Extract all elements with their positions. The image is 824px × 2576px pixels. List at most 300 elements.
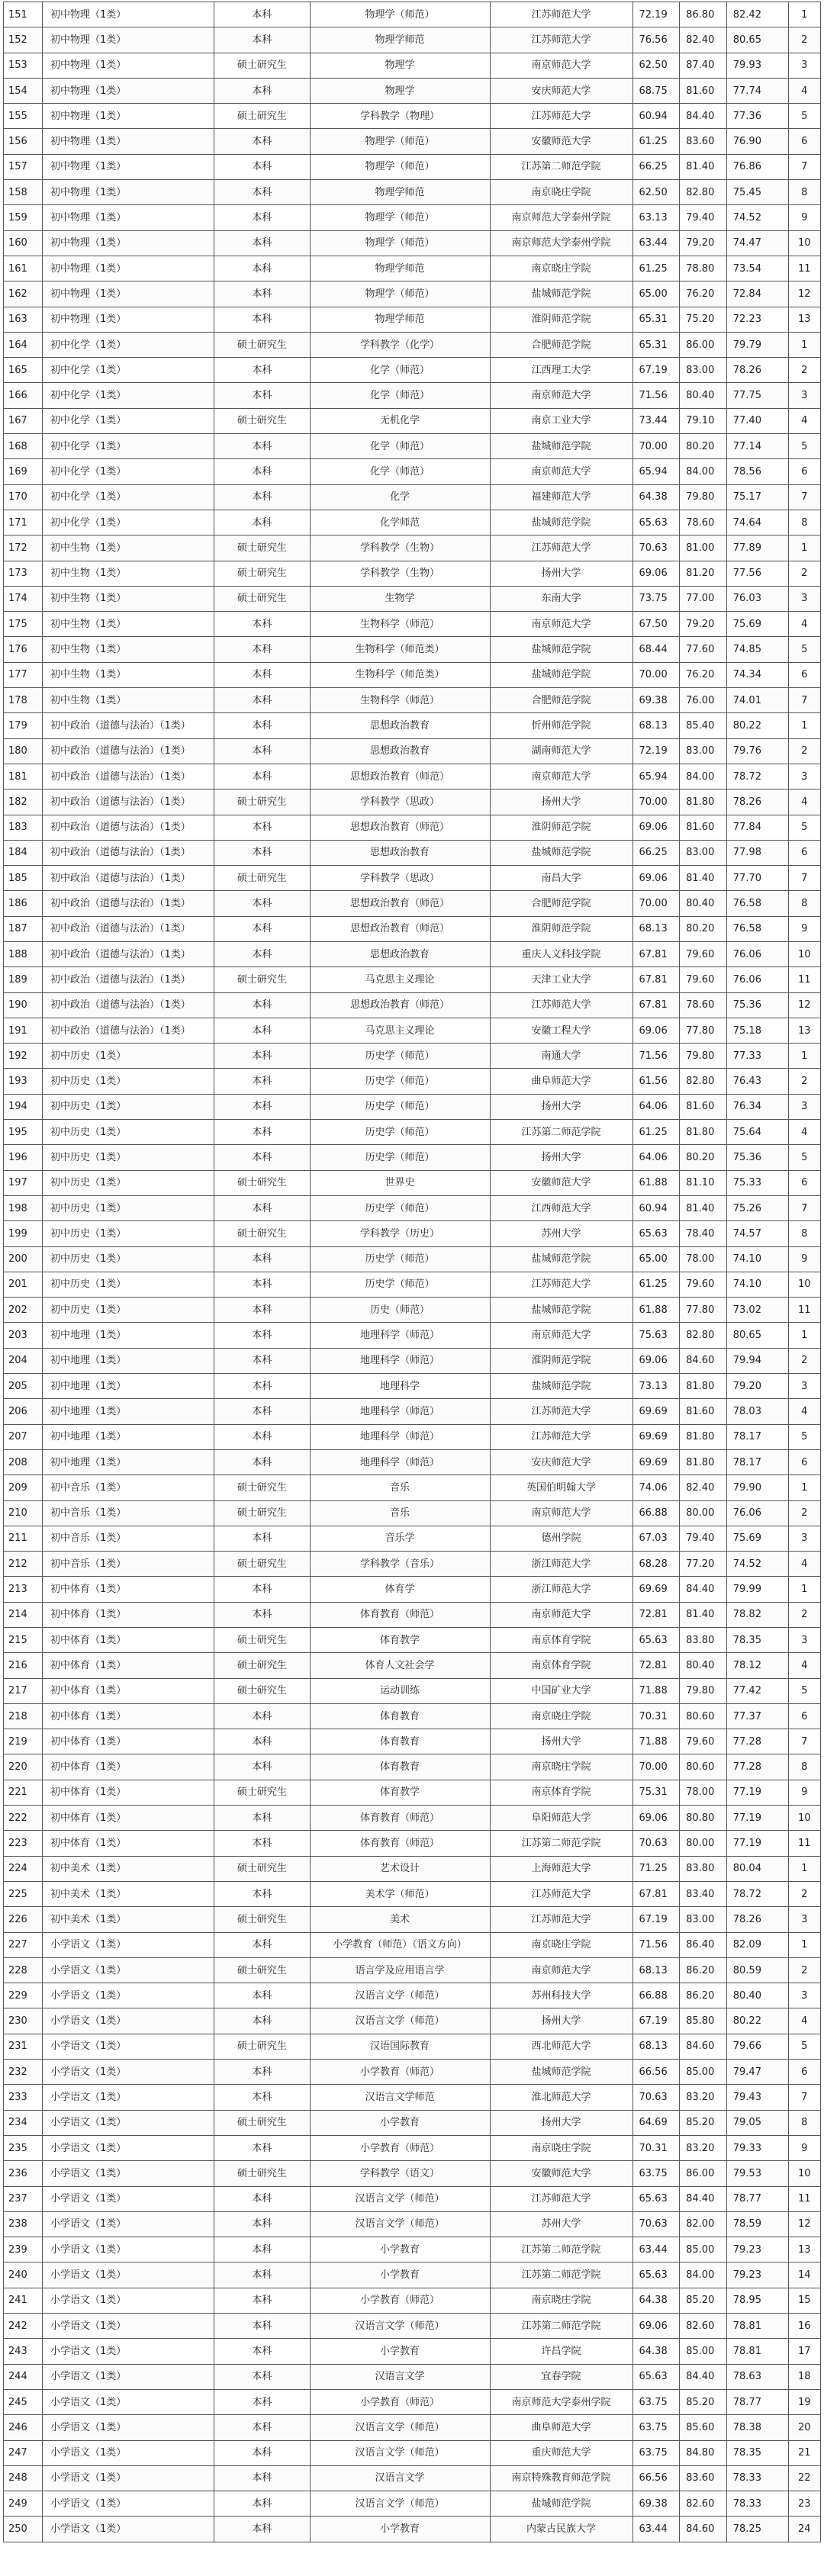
table-row	[4, 27, 821, 53]
major-cell: 地理科学（师范）	[310, 1323, 490, 1348]
major-cell: 历史学（师范）	[310, 1195, 490, 1220]
education-cell: 本科	[214, 1120, 310, 1145]
rank-cell: 7	[788, 1195, 821, 1220]
written-score-cell: 60.94	[632, 104, 680, 129]
school-cell: 江苏师范大学	[490, 1881, 632, 1906]
table-row	[4, 1653, 821, 1678]
major-cell: 思想政治教育	[310, 738, 490, 764]
major-cell: 体育教育（师范）	[310, 1806, 490, 1831]
education-cell: 本科	[214, 2364, 310, 2389]
table-row	[4, 2364, 821, 2389]
written-score-cell: 70.00	[632, 662, 680, 687]
table-row	[4, 2339, 821, 2364]
total-score-cell: 75.33	[726, 1170, 788, 1195]
school-cell: 盐城师范学院	[490, 2491, 632, 2517]
school-cell: 盐城师范学院	[490, 2060, 632, 2085]
major-cell: 小学教育	[310, 2517, 490, 2542]
major-cell: 体育学	[310, 1577, 490, 1602]
subject-cell: 小学语文（1类）	[43, 2389, 214, 2414]
written-score-cell: 63.75	[632, 2161, 680, 2186]
total-score-cell: 73.02	[726, 1298, 788, 1323]
education-cell: 本科	[214, 2517, 310, 2542]
rank-cell: 7	[788, 866, 821, 891]
total-score-cell: 77.42	[726, 1678, 788, 1703]
table-row	[4, 1577, 821, 1602]
rank-cell: 3	[788, 764, 821, 789]
results-table	[3, 2, 821, 2542]
interview-score-cell: 86.00	[680, 2161, 727, 2186]
education-cell: 本科	[214, 307, 310, 332]
written-score-cell: 72.81	[632, 1602, 680, 1627]
interview-score-cell: 84.60	[680, 2034, 727, 2059]
rank-cell: 5	[788, 637, 821, 662]
row-index: 169	[4, 459, 43, 484]
major-cell: 体育人文社会学	[310, 1653, 490, 1678]
education-cell: 硕士研究生	[214, 1653, 310, 1678]
row-index: 155	[4, 104, 43, 129]
row-index: 156	[4, 129, 43, 154]
interview-score-cell: 83.80	[680, 1628, 727, 1653]
subject-cell: 小学语文（1类）	[43, 2314, 214, 2339]
table-row	[4, 230, 821, 256]
education-cell: 本科	[214, 2389, 310, 2414]
rank-cell: 22	[788, 2465, 821, 2491]
subject-cell: 初中地理（1类）	[43, 1348, 214, 1373]
interview-score-cell: 84.40	[680, 104, 727, 129]
interview-score-cell: 81.80	[680, 1449, 727, 1475]
total-score-cell: 78.26	[726, 790, 788, 815]
written-score-cell: 67.50	[632, 612, 680, 637]
row-index: 235	[4, 2135, 43, 2160]
education-cell: 本科	[214, 1348, 310, 1373]
total-score-cell: 76.06	[726, 1500, 788, 1526]
written-score-cell: 67.19	[632, 2008, 680, 2034]
school-cell: 南京师范大学泰州学院	[490, 2389, 632, 2414]
table-row	[4, 332, 821, 357]
school-cell: 南京师范大学	[490, 1957, 632, 1983]
total-score-cell: 78.82	[726, 1602, 788, 1627]
table-row	[4, 941, 821, 966]
total-score-cell: 76.06	[726, 941, 788, 966]
written-score-cell: 63.75	[632, 2440, 680, 2465]
interview-score-cell: 84.60	[680, 2517, 727, 2542]
row-index: 160	[4, 230, 43, 256]
row-index: 173	[4, 561, 43, 586]
school-cell: 南京体育学院	[490, 1653, 632, 1678]
total-score-cell: 78.35	[726, 2440, 788, 2465]
rank-cell: 4	[788, 612, 821, 637]
rank-cell: 3	[788, 1983, 821, 2008]
education-cell: 本科	[214, 2008, 310, 2034]
rank-cell: 6	[788, 459, 821, 484]
major-cell: 物理学（师范）	[310, 129, 490, 154]
written-score-cell: 63.44	[632, 2237, 680, 2262]
subject-cell: 初中政治（道德与法治）（1类）	[43, 815, 214, 840]
written-score-cell: 68.28	[632, 1552, 680, 1577]
major-cell: 小学教育（师范）（语文方向）	[310, 1932, 490, 1957]
major-cell: 汉语言文学（师范）	[310, 2440, 490, 2465]
table-row	[4, 78, 821, 103]
education-cell: 本科	[214, 281, 310, 307]
total-score-cell: 77.75	[726, 383, 788, 408]
written-score-cell: 65.94	[632, 764, 680, 789]
education-cell: 本科	[214, 256, 310, 281]
written-score-cell: 64.06	[632, 1145, 680, 1170]
rank-cell: 1	[788, 332, 821, 357]
rank-cell: 4	[788, 790, 821, 815]
school-cell: 扬州大学	[490, 561, 632, 586]
interview-score-cell: 85.40	[680, 713, 727, 738]
school-cell: 江苏师范大学	[490, 1907, 632, 1932]
rank-cell: 1	[788, 1577, 821, 1602]
interview-score-cell: 81.60	[680, 78, 727, 103]
subject-cell: 初中物理（1类）	[43, 2, 214, 27]
written-score-cell: 65.63	[632, 1628, 680, 1653]
major-cell: 历史学（师范）	[310, 1069, 490, 1094]
written-score-cell: 70.00	[632, 790, 680, 815]
total-score-cell: 74.01	[726, 688, 788, 713]
interview-score-cell: 77.00	[680, 586, 727, 611]
rank-cell: 20	[788, 2415, 821, 2440]
subject-cell: 小学语文（1类）	[43, 2262, 214, 2288]
school-cell: 南京晓庄学院	[490, 256, 632, 281]
total-score-cell: 80.65	[726, 1323, 788, 1348]
subject-cell: 初中政治（道德与法治）（1类）	[43, 992, 214, 1018]
row-index: 154	[4, 78, 43, 103]
education-cell: 本科	[214, 1577, 310, 1602]
table-row	[4, 561, 821, 586]
major-cell: 小学教育（师范）	[310, 2060, 490, 2085]
total-score-cell: 78.26	[726, 1907, 788, 1932]
row-index: 227	[4, 1932, 43, 1957]
major-cell: 汉语言文学（师范）	[310, 2008, 490, 2034]
total-score-cell: 75.69	[726, 1526, 788, 1551]
total-score-cell: 77.98	[726, 840, 788, 865]
row-index: 241	[4, 2288, 43, 2313]
major-cell: 音乐	[310, 1475, 490, 1500]
school-cell: 安庆师范大学	[490, 1449, 632, 1475]
row-index: 218	[4, 1703, 43, 1729]
row-index: 205	[4, 1374, 43, 1399]
written-score-cell: 61.25	[632, 129, 680, 154]
interview-score-cell: 79.10	[680, 408, 727, 433]
table-row	[4, 1780, 821, 1805]
interview-score-cell: 86.20	[680, 1957, 727, 1983]
table-row	[4, 1044, 821, 1069]
major-cell: 小学教育	[310, 2339, 490, 2364]
total-score-cell: 77.14	[726, 434, 788, 459]
interview-score-cell: 81.60	[680, 1094, 727, 1119]
table-row	[4, 104, 821, 129]
school-cell: 天津工业大学	[490, 967, 632, 992]
education-cell: 本科	[214, 2186, 310, 2211]
written-score-cell: 69.06	[632, 815, 680, 840]
school-cell: 浙江师范大学	[490, 1552, 632, 1577]
rank-cell: 8	[788, 1754, 821, 1780]
education-cell: 本科	[214, 180, 310, 205]
major-cell: 体育教育（师范）	[310, 1602, 490, 1627]
row-index: 175	[4, 612, 43, 637]
school-cell: 江苏第二师范学院	[490, 2262, 632, 2288]
total-score-cell: 74.10	[726, 1272, 788, 1297]
education-cell: 本科	[214, 2085, 310, 2110]
major-cell: 物理学（师范）	[310, 2, 490, 27]
written-score-cell: 63.44	[632, 230, 680, 256]
row-index: 206	[4, 1399, 43, 1424]
written-score-cell: 66.88	[632, 1983, 680, 2008]
subject-cell: 初中生物（1类）	[43, 637, 214, 662]
subject-cell: 初中美术（1类）	[43, 1907, 214, 1932]
interview-score-cell: 77.80	[680, 1018, 727, 1043]
school-cell: 淮北师范大学	[490, 2085, 632, 2110]
total-score-cell: 77.28	[726, 1754, 788, 1780]
school-cell: 扬州大学	[490, 1145, 632, 1170]
interview-score-cell: 78.00	[680, 1246, 727, 1272]
interview-score-cell: 83.80	[680, 1856, 727, 1881]
education-cell: 本科	[214, 1932, 310, 1957]
school-cell: 南京师范大学	[490, 53, 632, 78]
major-cell: 学科教学（语文）	[310, 2161, 490, 2186]
subject-cell: 初中体育（1类）	[43, 1729, 214, 1754]
education-cell: 本科	[214, 2491, 310, 2517]
school-cell: 盐城师范学院	[490, 1246, 632, 1272]
education-cell: 硕士研究生	[214, 1780, 310, 1805]
row-index: 171	[4, 510, 43, 535]
education-cell: 本科	[214, 1399, 310, 1424]
subject-cell: 初中体育（1类）	[43, 1628, 214, 1653]
table-row	[4, 2465, 821, 2491]
subject-cell: 初中物理（1类）	[43, 129, 214, 154]
school-cell: 南京特殊教育师范学院	[490, 2465, 632, 2491]
rank-cell: 1	[788, 1475, 821, 1500]
education-cell: 本科	[214, 1272, 310, 1297]
written-score-cell: 66.25	[632, 840, 680, 865]
written-score-cell: 67.81	[632, 941, 680, 966]
subject-cell: 小学语文（1类）	[43, 2237, 214, 2262]
education-cell: 本科	[214, 484, 310, 510]
subject-cell: 初中地理（1类）	[43, 1374, 214, 1399]
table-row	[4, 2517, 821, 2542]
written-score-cell: 63.13	[632, 205, 680, 230]
interview-score-cell: 85.20	[680, 2389, 727, 2414]
major-cell: 化学师范	[310, 510, 490, 535]
subject-cell: 小学语文（1类）	[43, 2161, 214, 2186]
table-row	[4, 2110, 821, 2135]
total-score-cell: 79.79	[726, 332, 788, 357]
interview-score-cell: 87.40	[680, 53, 727, 78]
school-cell: 曲阜师范大学	[490, 2415, 632, 2440]
rank-cell: 1	[788, 1856, 821, 1881]
interview-score-cell: 82.80	[680, 1323, 727, 1348]
table-row	[4, 2161, 821, 2186]
education-cell: 本科	[214, 840, 310, 865]
school-cell: 江苏师范大学	[490, 1399, 632, 1424]
education-cell: 硕士研究生	[214, 967, 310, 992]
total-score-cell: 75.36	[726, 992, 788, 1018]
rank-cell: 7	[788, 1729, 821, 1754]
subject-cell: 初中物理（1类）	[43, 256, 214, 281]
education-cell: 硕士研究生	[214, 1907, 310, 1932]
table-row	[4, 434, 821, 459]
interview-score-cell: 85.00	[680, 2060, 727, 2085]
rank-cell: 8	[788, 180, 821, 205]
total-score-cell: 75.18	[726, 1018, 788, 1043]
row-index: 222	[4, 1806, 43, 1831]
education-cell: 本科	[214, 2314, 310, 2339]
education-cell: 本科	[214, 891, 310, 916]
total-score-cell: 74.47	[726, 230, 788, 256]
school-cell: 南京师范大学	[490, 612, 632, 637]
table-row	[4, 1856, 821, 1881]
written-score-cell: 61.88	[632, 1170, 680, 1195]
school-cell: 湖南师范大学	[490, 738, 632, 764]
major-cell: 艺术设计	[310, 1856, 490, 1881]
school-cell: 西北师范大学	[490, 2034, 632, 2059]
table-row	[4, 459, 821, 484]
written-score-cell: 64.38	[632, 2288, 680, 2313]
subject-cell: 初中政治（道德与法治）（1类）	[43, 764, 214, 789]
subject-cell: 初中体育（1类）	[43, 1831, 214, 1856]
total-score-cell: 77.37	[726, 1703, 788, 1729]
rank-cell: 23	[788, 2491, 821, 2517]
rank-cell: 8	[788, 891, 821, 916]
total-score-cell: 77.36	[726, 104, 788, 129]
interview-score-cell: 80.80	[680, 1806, 727, 1831]
written-score-cell: 68.13	[632, 916, 680, 941]
subject-cell: 初中物理（1类）	[43, 307, 214, 332]
total-score-cell: 79.23	[726, 2237, 788, 2262]
written-score-cell: 64.06	[632, 1094, 680, 1119]
education-cell: 本科	[214, 1018, 310, 1043]
row-index: 159	[4, 205, 43, 230]
major-cell: 地理科学（师范）	[310, 1399, 490, 1424]
education-cell: 本科	[214, 2211, 310, 2237]
rank-cell: 2	[788, 1348, 821, 1373]
total-score-cell: 80.40	[726, 1983, 788, 2008]
subject-cell: 初中物理（1类）	[43, 230, 214, 256]
major-cell: 物理学（师范）	[310, 154, 490, 179]
total-score-cell: 76.58	[726, 916, 788, 941]
row-index: 161	[4, 256, 43, 281]
major-cell: 生物科学（师范）	[310, 612, 490, 637]
subject-cell: 初中政治（道德与法治）（1类）	[43, 1018, 214, 1043]
major-cell: 学科教学（生物）	[310, 561, 490, 586]
table-row	[4, 992, 821, 1018]
school-cell: 盐城师范学院	[490, 1374, 632, 1399]
interview-score-cell: 81.60	[680, 815, 727, 840]
row-index: 194	[4, 1094, 43, 1119]
school-cell: 上海师范大学	[490, 1856, 632, 1881]
table-body	[4, 2, 821, 2542]
rank-cell: 21	[788, 2440, 821, 2465]
row-index: 183	[4, 815, 43, 840]
rank-cell: 3	[788, 1907, 821, 1932]
table-row	[4, 205, 821, 230]
rank-cell: 2	[788, 1500, 821, 1526]
rank-cell: 6	[788, 1170, 821, 1195]
rank-cell: 9	[788, 916, 821, 941]
major-cell: 物理学师范	[310, 180, 490, 205]
major-cell: 小学教育（师范）	[310, 2288, 490, 2313]
education-cell: 本科	[214, 2262, 310, 2288]
total-score-cell: 76.58	[726, 891, 788, 916]
table-row	[4, 2262, 821, 2288]
subject-cell: 初中物理（1类）	[43, 281, 214, 307]
subject-cell: 初中政治（道德与法治）（1类）	[43, 891, 214, 916]
major-cell: 小学教育（师范）	[310, 2389, 490, 2414]
written-score-cell: 64.38	[632, 2339, 680, 2364]
interview-score-cell: 76.20	[680, 281, 727, 307]
rank-cell: 3	[788, 1526, 821, 1551]
subject-cell: 初中历史（1类）	[43, 1221, 214, 1246]
written-score-cell: 60.94	[632, 1195, 680, 1220]
table-row	[4, 612, 821, 637]
written-score-cell: 69.69	[632, 1577, 680, 1602]
table-row	[4, 891, 821, 916]
school-cell: 扬州大学	[490, 790, 632, 815]
rank-cell: 7	[788, 154, 821, 179]
interview-score-cell: 80.40	[680, 891, 727, 916]
total-score-cell: 76.86	[726, 154, 788, 179]
major-cell: 地理科学（师范）	[310, 1348, 490, 1373]
total-score-cell: 78.38	[726, 2415, 788, 2440]
major-cell: 汉语言文学（师范）	[310, 2415, 490, 2440]
rank-cell: 6	[788, 662, 821, 687]
row-index: 188	[4, 941, 43, 966]
school-cell: 中国矿业大学	[490, 1678, 632, 1703]
school-cell: 淮阴师范学院	[490, 815, 632, 840]
written-score-cell: 65.63	[632, 510, 680, 535]
row-index: 212	[4, 1552, 43, 1577]
table-row	[4, 2, 821, 27]
major-cell: 学科教学（思政）	[310, 790, 490, 815]
written-score-cell: 63.75	[632, 2415, 680, 2440]
rank-cell: 1	[788, 1323, 821, 1348]
row-index: 187	[4, 916, 43, 941]
row-index: 203	[4, 1323, 43, 1348]
interview-score-cell: 80.60	[680, 1703, 727, 1729]
table-row	[4, 408, 821, 433]
written-score-cell: 62.50	[632, 180, 680, 205]
major-cell: 小学教育	[310, 2262, 490, 2288]
interview-score-cell: 79.60	[680, 967, 727, 992]
major-cell: 物理学	[310, 78, 490, 103]
table-row	[4, 1552, 821, 1577]
row-index: 231	[4, 2034, 43, 2059]
total-score-cell: 74.10	[726, 1246, 788, 1272]
rank-cell: 2	[788, 1069, 821, 1094]
interview-score-cell: 81.40	[680, 154, 727, 179]
rank-cell: 3	[788, 1094, 821, 1119]
written-score-cell: 73.13	[632, 1374, 680, 1399]
interview-score-cell: 82.80	[680, 1069, 727, 1094]
education-cell: 硕士研究生	[214, 1957, 310, 1983]
written-score-cell: 61.25	[632, 256, 680, 281]
row-index: 236	[4, 2161, 43, 2186]
total-score-cell: 79.47	[726, 2060, 788, 2085]
table-row	[4, 815, 821, 840]
subject-cell: 小学语文（1类）	[43, 2288, 214, 2313]
total-score-cell: 75.69	[726, 612, 788, 637]
interview-score-cell: 82.60	[680, 2314, 727, 2339]
row-index: 217	[4, 1678, 43, 1703]
rank-cell: 10	[788, 1806, 821, 1831]
school-cell: 江苏第二师范学院	[490, 1120, 632, 1145]
subject-cell: 小学语文（1类）	[43, 2440, 214, 2465]
interview-score-cell: 85.20	[680, 2110, 727, 2135]
interview-score-cell: 85.00	[680, 2237, 727, 2262]
subject-cell: 小学语文（1类）	[43, 2465, 214, 2491]
